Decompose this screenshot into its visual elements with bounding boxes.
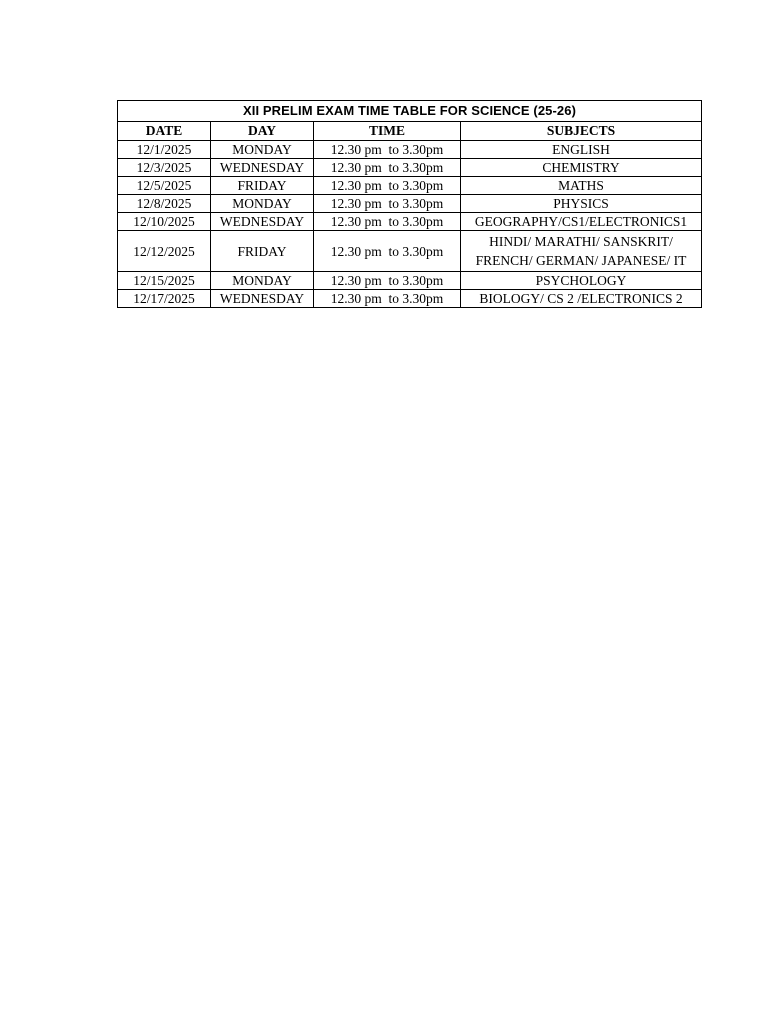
time-cell: 12.30 pm to 3.30pm bbox=[314, 272, 461, 290]
time-cell: 12.30 pm to 3.30pm bbox=[314, 159, 461, 177]
time-cell: 12.30 pm to 3.30pm bbox=[314, 177, 461, 195]
table-title: XII PRELIM EXAM TIME TABLE FOR SCIENCE (25-26) bbox=[118, 101, 702, 122]
day-cell: WEDNESDAY bbox=[211, 213, 314, 231]
table-row bbox=[118, 290, 702, 308]
date-cell: 12/5/2025 bbox=[118, 177, 211, 195]
time-cell: 12.30 pm to 3.30pm bbox=[314, 195, 461, 213]
column-header-time: TIME bbox=[314, 122, 461, 141]
date-cell: 12/3/2025 bbox=[118, 159, 211, 177]
subject-cell: CHEMISTRY bbox=[461, 159, 702, 177]
date-cell: 12/10/2025 bbox=[118, 213, 211, 231]
subject-cell: PHYSICS bbox=[461, 195, 702, 213]
day-cell: WEDNESDAY bbox=[211, 159, 314, 177]
date-cell: 12/8/2025 bbox=[118, 195, 211, 213]
date-cell: 12/12/2025 bbox=[118, 231, 211, 272]
time-cell: 12.30 pm to 3.30pm bbox=[314, 231, 461, 272]
column-header-subjects: SUBJECTS bbox=[461, 122, 702, 141]
column-header-day: DAY bbox=[211, 122, 314, 141]
subject-cell: MATHS bbox=[461, 177, 702, 195]
subject-cell: PSYCHOLOGY bbox=[461, 272, 702, 290]
day-cell: MONDAY bbox=[211, 141, 314, 159]
table-row bbox=[118, 177, 702, 195]
header-row bbox=[118, 122, 702, 141]
table-row bbox=[118, 213, 702, 231]
table-row bbox=[118, 195, 702, 213]
exam-timetable bbox=[117, 100, 702, 308]
title-row bbox=[118, 101, 702, 122]
date-cell: 12/1/2025 bbox=[118, 141, 211, 159]
subject-line: FRENCH/ GERMAN/ JAPANESE/ IT bbox=[475, 253, 687, 268]
date-cell: 12/17/2025 bbox=[118, 290, 211, 308]
day-cell: MONDAY bbox=[211, 195, 314, 213]
subject-cell: BIOLOGY/ CS 2 /ELECTRONICS 2 bbox=[461, 290, 702, 308]
day-cell: FRIDAY bbox=[211, 231, 314, 272]
time-cell: 12.30 pm to 3.30pm bbox=[314, 290, 461, 308]
subject-cell bbox=[461, 231, 702, 272]
day-cell: MONDAY bbox=[211, 272, 314, 290]
day-cell: FRIDAY bbox=[211, 177, 314, 195]
subject-line: HINDI/ MARATHI/ SANSKRIT/ bbox=[489, 234, 673, 249]
time-cell: 12.30 pm to 3.30pm bbox=[314, 141, 461, 159]
date-cell: 12/15/2025 bbox=[118, 272, 211, 290]
subject-cell: GEOGRAPHY/CS1/ELECTRONICS1 bbox=[461, 213, 702, 231]
table-row bbox=[118, 272, 702, 290]
table-row bbox=[118, 159, 702, 177]
column-header-date: DATE bbox=[118, 122, 211, 141]
table-row bbox=[118, 141, 702, 159]
subject-cell: ENGLISH bbox=[461, 141, 702, 159]
time-cell: 12.30 pm to 3.30pm bbox=[314, 213, 461, 231]
table-row bbox=[118, 231, 702, 272]
day-cell: WEDNESDAY bbox=[211, 290, 314, 308]
